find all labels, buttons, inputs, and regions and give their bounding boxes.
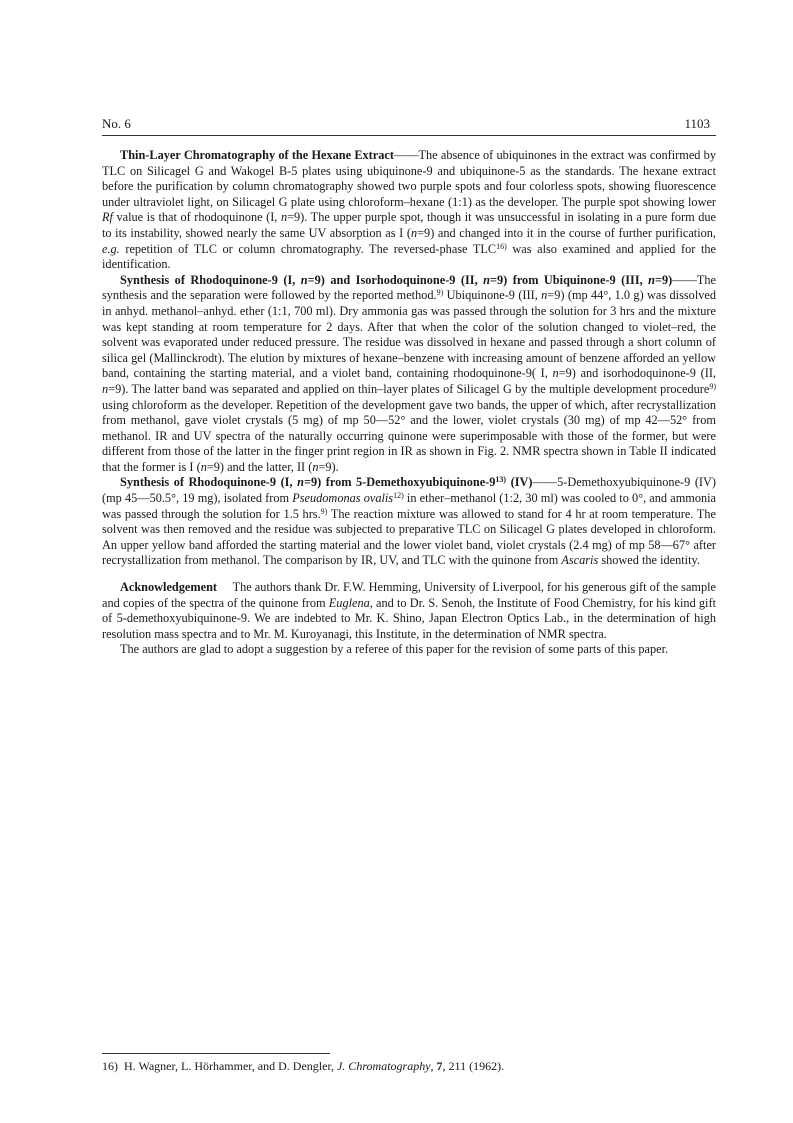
heading-acknowledgement: Acknowledgement <box>120 580 218 595</box>
paragraph-acknowledgement: Acknowledgement The authors thank Dr. F.W. Hemming, University of Liverpool, for his generous gift of the sample and copies of the spectra of the quinone from Euglena, and to Dr. S. Senoh, the Institute of Food Chemistry, for his kind gift of 5-demethoxyubiquinone-9. We are indebted to Mr. K. Shino, Japan Electron Optics Lab., in the determination of high resolution mass spectra and to Mr. M. Kuroyanagi, this Institute, in the determination of NMR spectra. <box>102 580 716 641</box>
citation-9: 9) <box>320 506 328 516</box>
citation-13: 13) <box>495 475 507 485</box>
paragraph-synthesis-from-ubiquinone: Synthesis of Rhodoquinone-9 (I, n=9) and Isorhodoquinone-9 (II, n=9) from Ubiquinone-9 (III, n=9)——The synthesis and the separation were followed by the reported method.$^{9)}$ Ubiquinone-9 (III, n=9) (mp 44°, 1.0 g) was dissolved in anhyd. methanol–anhyd. ether (1:1, 700 ml). Dry ammonia gas was passed through the solution for 3 hrs and the mixture was kept standing at room temperature for 2 days. After that when the color of the solution changed to violet–red, the solvent was evaporated under reduced pressure. The residue was dissolved in hexane and passed through a short column of silica gel (Mallinckrodt). The elution by mixtures of hexane–benzene with increasing amount of benzene afforded an yellow band, containing the starting material, and a violet band, containing rhodoquinone-9( I, n=9) and isorhodoquinone-9 (II, n=9). The latter band was separated and applied on thin–layer plates of Silicagel G by the multiple development procedure$^{9)}$ using chloroform as the developer. Repetition of the development gave two bands, the upper of which, after recrystallization from methanol, gave violet crystals (5 mg) of mp 50—52° and the lower, violet crystals (30 mg) of mp 42—52° from methanol. IR and UV spectra of the naturally occurring quinone were superimposable with those of the former, but were different from those of the latter in the finger print region in IR as shown in Fig. 2. NMR spectra shown in Table II indicated that the former is I (n=9) and the latter, II (n=9). <box>102 272 716 474</box>
citation-9: 9) <box>436 288 444 298</box>
header-rule <box>102 135 716 136</box>
running-header <box>102 116 710 132</box>
heading-synthesis-from-demethoxyubiquinone: Synthesis of Rhodoquinone-9 (I, n=9) from 5-Demethoxyubiquinone-9$^{13)}$ (IV) <box>120 475 533 490</box>
article-body <box>102 148 716 658</box>
footnote-rule <box>102 1053 330 1054</box>
page-number: 1103 <box>684 116 710 131</box>
paragraph-tlc-hexane-extract: Thin-Layer Chromatography of the Hexane Extract——The absence of ubiquinones in the extract was confirmed by TLC on Silicagel G and Wakogel B-5 plates using ubiquinone-9 and ubiquinone-5 as the standards. The hexane extract before the purification by column chromatography showed two purple spots and four colorless spots, showing fluorescence under ultraviolet light, on Silicagel G plate using chloroform–hexane (1:1) as the developer. The purple spot showing lower Rf value is that of rhodoquinone (I, n=9). The upper purple spot, though it was unsuccessful in isolating in a pure form due to its instability, showed nearly the same UV absorption as I (n=9) and changed into it in the course of further purification, e.g. repetition of TLC or column chromatography. The reversed-phase TLC$^{16)}$ was also examined and applied for the identification. <box>102 148 717 272</box>
journal-issue-number: No. 6 <box>102 116 131 131</box>
citation-9: 9) <box>709 381 716 391</box>
heading-synthesis-from-ubiquinone: Synthesis of Rhodoquinone-9 (I, n=9) and Isorhodoquinone-9 (II, n=9) from Ubiquinone-9 (III, n=9) <box>120 272 673 287</box>
citation-12: 12) <box>393 491 404 501</box>
paragraph-referee-note: The authors are glad to adopt a suggestion by a referee of this paper for the revision of some parts of this paper. <box>120 642 669 657</box>
citation-16: 16) <box>496 241 507 251</box>
heading-tlc-hexane-extract: Thin-Layer Chromatography of the Hexane Extract <box>120 148 394 162</box>
footnote-16: 16) H. Wagner, L. Hörhammer, and D. Dengler, J. Chromatography, 7, 211 (1962). <box>102 1059 505 1073</box>
paragraph-synthesis-from-demethoxyubiquinone: Synthesis of Rhodoquinone-9 (I, n=9) from 5-Demethoxyubiquinone-9$^{13)}$ (IV)——5-Demethoxyubiquinone-9 (IV) (mp 45—50.5°, 19 mg), isolated from Pseudomonas ovalis$^{12)}$ in ether–methanol (1:2, 30 ml) was cooled to 0°, and ammonia was passed through the solution for 1.5 hrs.$^{9)}$ The reaction mixture was allowed to stand for 4 hr at room temperature. The solvent was then removed and the residue was subjected to preparative TLC on Silicagel G plates developed in chloroform. An upper yellow band afforded the starting material and the lower violet band, violet crystals (2.4 mg) of mp 58—67° after recrystallization from methanol. The comparison by IR, UV, and TLC with the quinone from Ascaris showed the identity. <box>102 475 716 568</box>
